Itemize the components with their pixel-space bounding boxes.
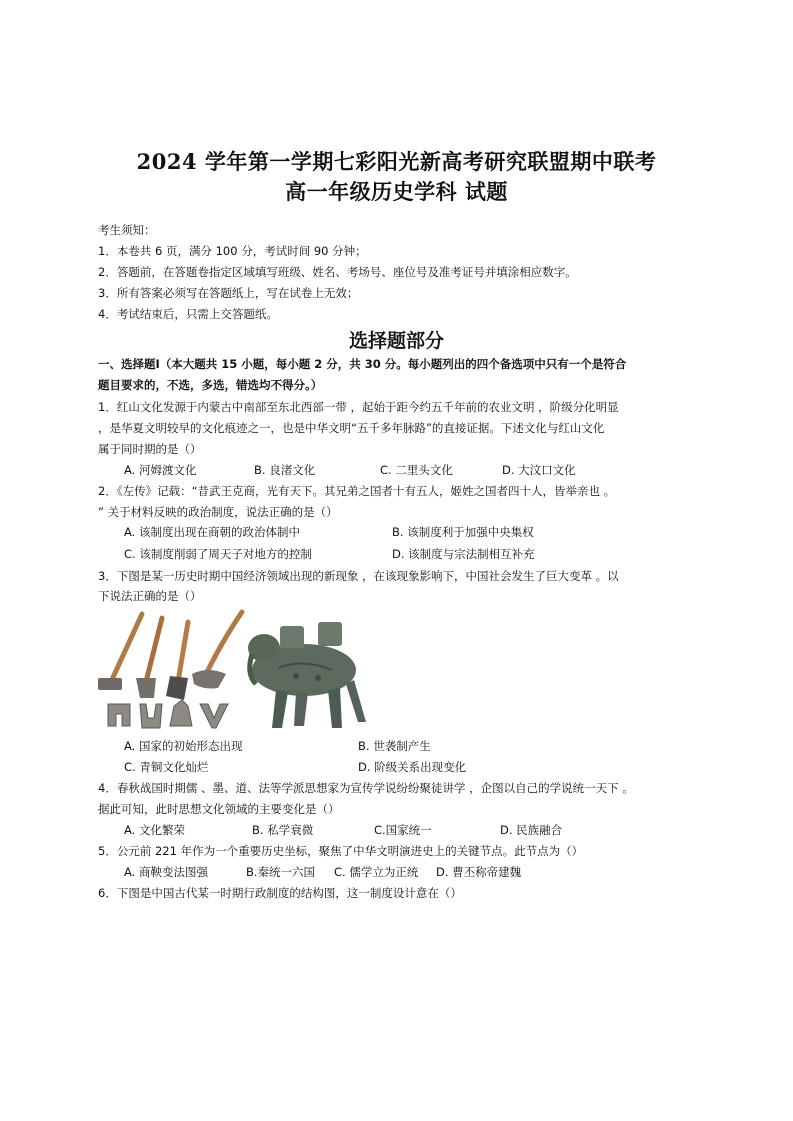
question-4-text: 4．春秋战国时期儒 、墨、道、法等学派思想家为宣传学说纷纷聚徒讲学 ，企图以自己的学说统一天下 。 <box>98 781 634 795</box>
question-1-text: ，是华夏文明较早的文化痕迹之一，也是中华文明“五千多年脉路”的直接证据。下述文化与红山文化 <box>98 421 605 435</box>
section-instruction: 题目要求的，不选，多选，错选均不得分。） <box>98 378 323 392</box>
question-3-option-b: B. 世袭制产生 <box>358 739 431 753</box>
question-1-option-b: B. 良渚文化 <box>254 463 316 477</box>
question-4-option-c: C.国家统一 <box>374 823 432 837</box>
question-1-option-c: C. 二里头文化 <box>380 463 453 477</box>
question-2-option-a: A. 该制度出现在商朝的政治体制中 <box>124 525 300 539</box>
question-1-text: 属于同时期的是（） <box>98 442 202 456</box>
question-3-option-d: D. 阶级关系出现变化 <box>358 760 467 774</box>
section-title: 选择题部分 <box>348 330 444 352</box>
question-1-option-a: A. 河姆渡文化 <box>124 463 197 477</box>
question-3-option-a: A. 国家的初始形态出现 <box>124 739 243 753</box>
iron-tools-illustration <box>98 612 242 700</box>
question-5-option-b: B.秦统一六国 <box>246 865 316 879</box>
question-2-option-b: B. 该制度利于加强中央集权 <box>392 525 534 539</box>
question-4-option-d: D. 民族融合 <box>500 823 563 837</box>
question-2-text: ” 关于材料反映的政治制度，说法正确的是（） <box>98 505 338 519</box>
question-4-text: 据此可知，此时思想文化领域的主要变化是（） <box>98 802 340 816</box>
question-3-text: 3．下图是某一历史时期中国经济领域出现的新现象 ，在该现象影响下，中国社会发生了巨大变革 。以 <box>98 569 619 583</box>
iron-tools-and-bronze-vessel-image <box>96 608 386 734</box>
question-2-option-d: D. 该制度与宗法制相互补充 <box>392 547 535 561</box>
question-5-option-a: A. 商鞅变法图强 <box>124 865 208 879</box>
question-2-text: 2．《左传》记载：“昔武王克商，光有天下。其兄弟之国者十有五人，姬姓之国者四十人，皆举亲也 。 <box>98 484 616 498</box>
notice-heading: 考生须知： <box>98 223 156 237</box>
iron-blades-illustration <box>108 700 228 728</box>
question-4-option-a: A. 文化繁荣 <box>124 823 185 837</box>
question-5-option-d: D. 曹丕称帝建魏 <box>436 865 522 879</box>
notice-item: 1．本卷共 6 页，满分 100 分，考试时间 90 分钟； <box>98 244 367 258</box>
question-2-option-c: C. 该制度削弱了周天子对地方的控制 <box>124 547 312 561</box>
question-4-option-b: B. 私学衰微 <box>252 823 314 837</box>
question-3-option-c: C. 青铜文化灿烂 <box>124 760 209 774</box>
question-1-option-d: D. 大汶口文化 <box>502 463 576 477</box>
exam-subtitle: 高一年级历史学科 试题 <box>285 179 508 204</box>
question-6-text: 6．下图是中国古代某一时期行政制度的结构图，这一制度设计意在（） <box>98 886 462 900</box>
section-instruction: 一、选择题Ⅰ（本大题共 15 小题，每小题 2 分，共 30 分。每小题列出的四个备选项中只有一个是符合 <box>98 357 627 371</box>
question-5-option-c: C. 儒学立为正统 <box>334 865 419 879</box>
bronze-zun-vessel-illustration <box>248 622 366 728</box>
question-3-text: 下说法正确的是（） <box>98 589 202 603</box>
question-5-text: 5．公元前 221 年作为一个重要历史坐标，聚焦了中华文明演进史上的关键节点。此节点为（） <box>98 844 584 858</box>
notice-item: 4．考试结束后，只需上交答题纸。 <box>98 307 278 321</box>
notice-item: 3．所有答案必须写在答题纸上，写在试卷上无效； <box>98 286 359 300</box>
exam-title: 2024 学年第一学期七彩阳光新高考研究联盟期中联考 <box>136 149 657 174</box>
notice-item: 2．答题前，在答题卷指定区域填写班级、姓名、考场号、座位号及准考证号并填涂相应数字。 <box>98 265 577 279</box>
question-1-text: 1．红山文化发源于内蒙古中南部至东北西部一带 ，起始于距今约五千年前的农业文明 ，阶级分化明显 <box>98 400 619 414</box>
